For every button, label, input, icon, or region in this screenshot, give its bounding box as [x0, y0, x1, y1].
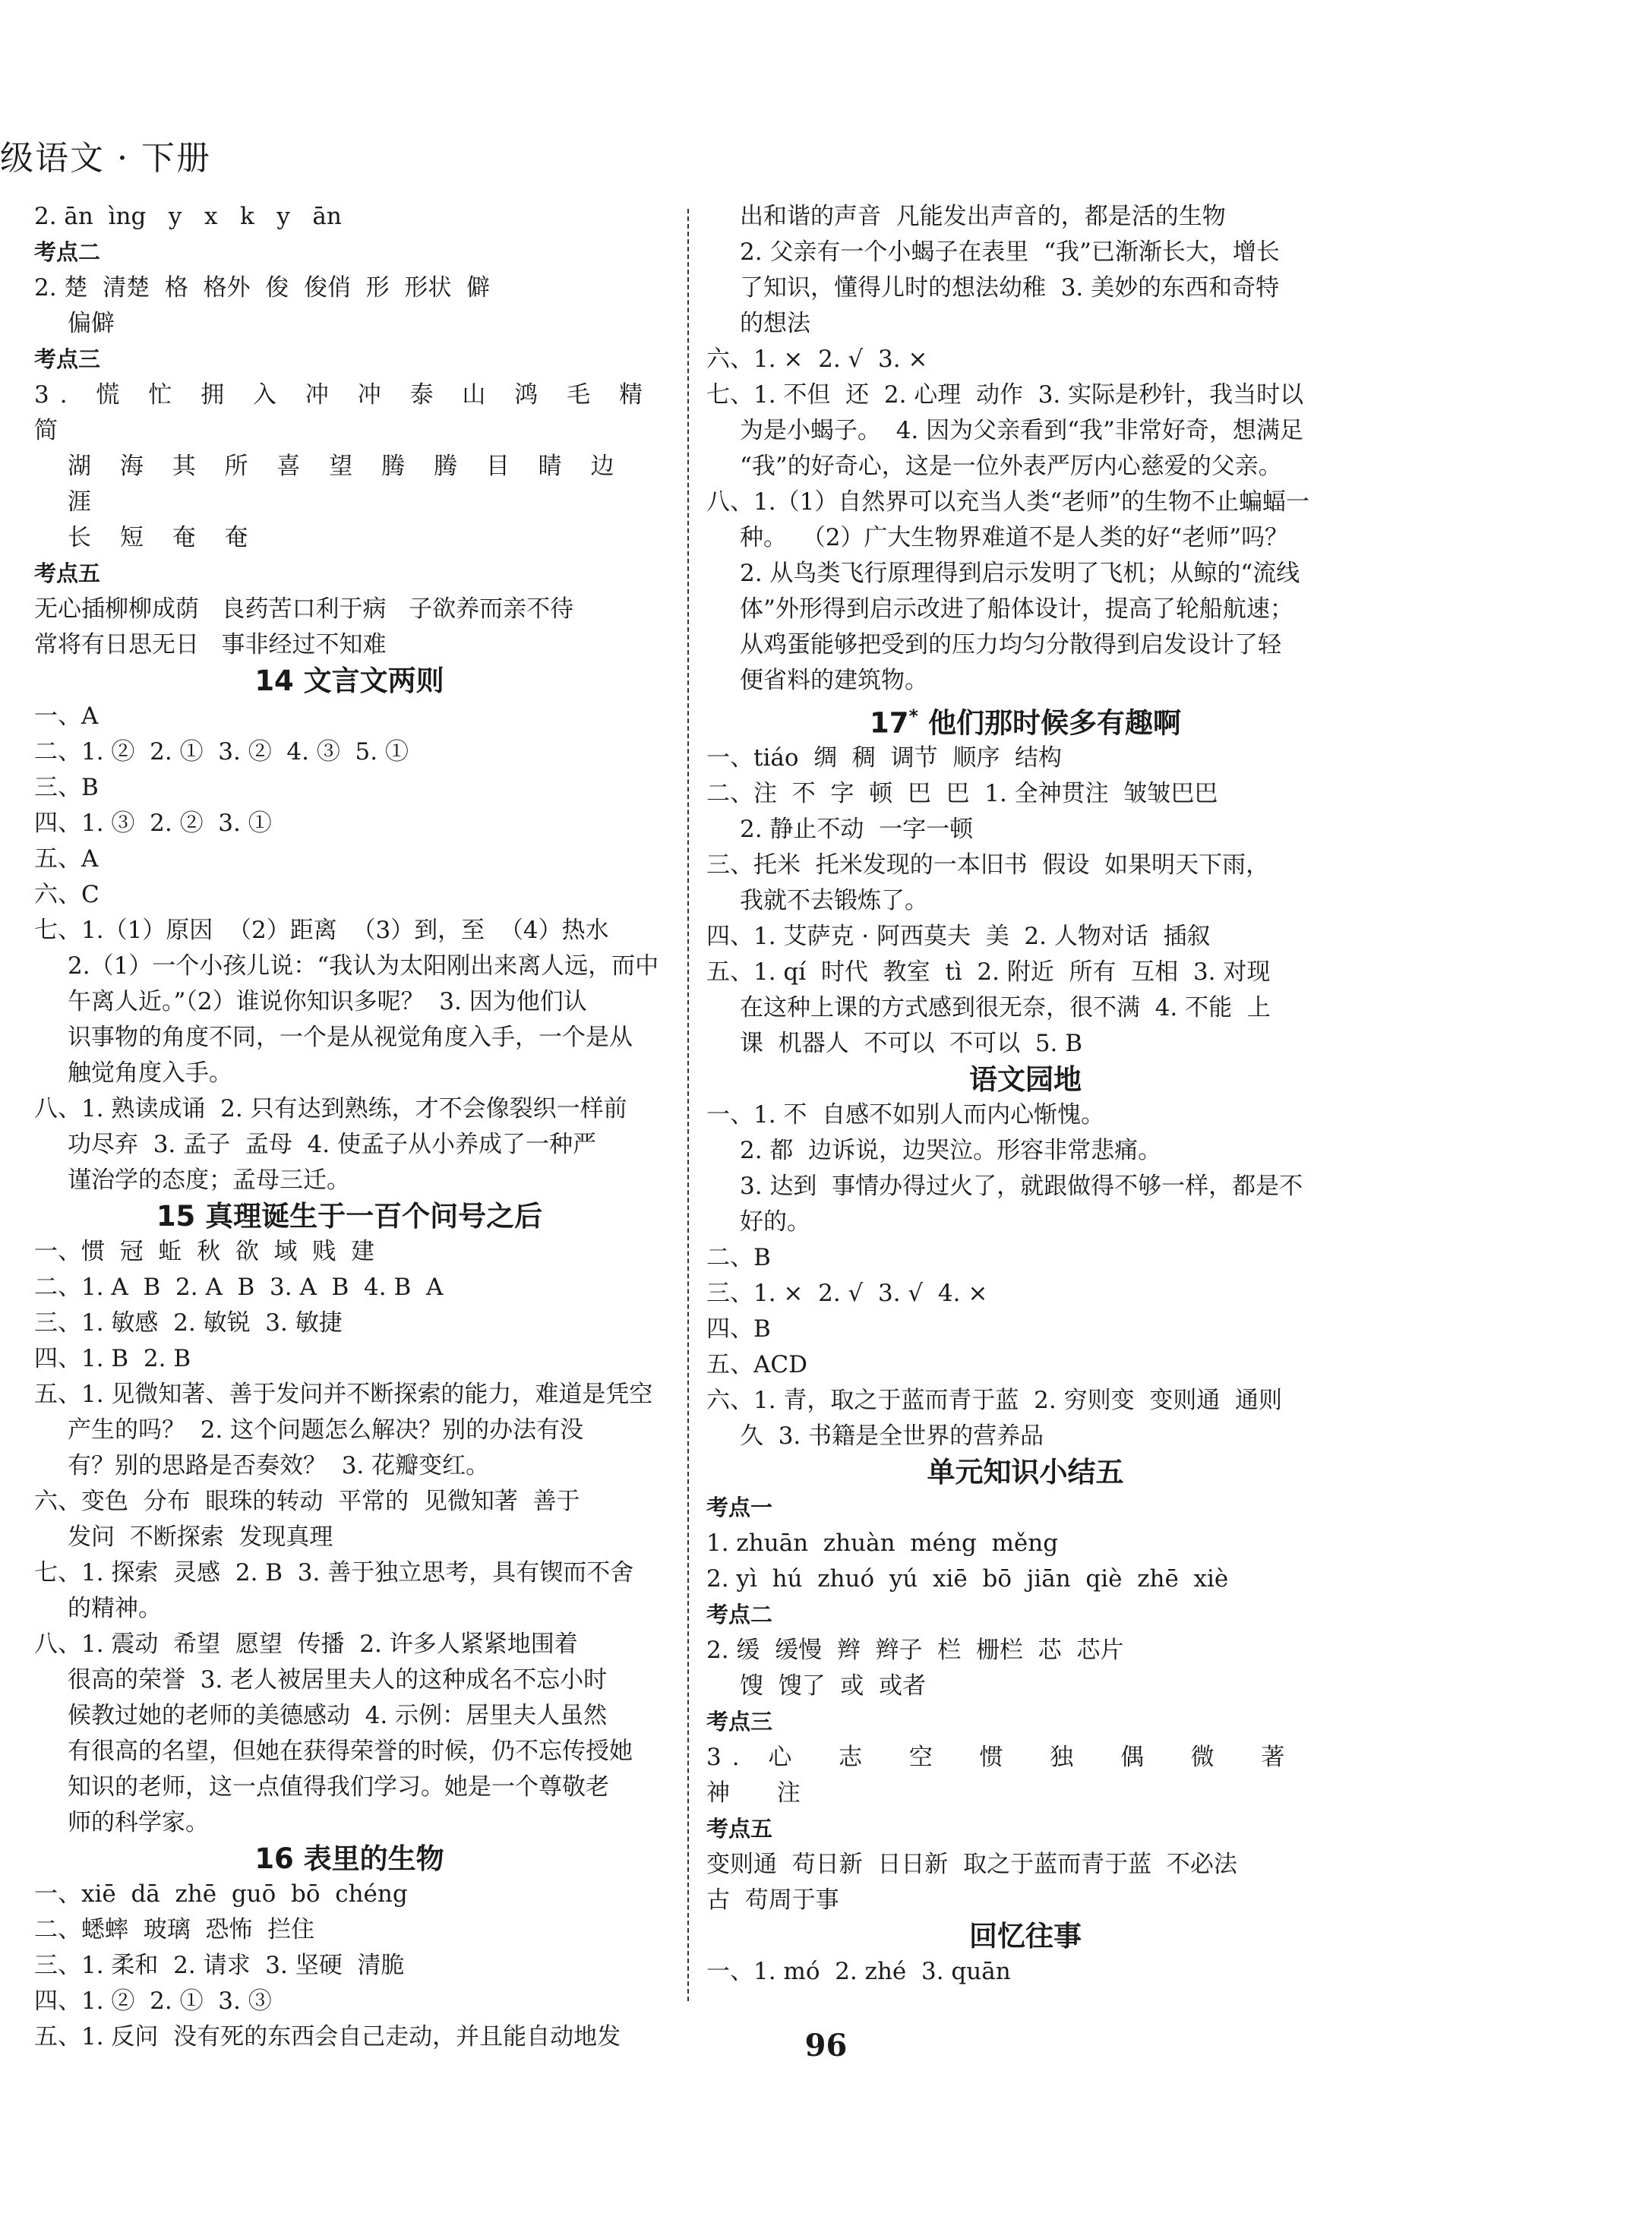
answer-line: 七、1.（1）原因 （2）距离 （3）到，至 （4）热水 — [34, 917, 609, 944]
knowledge-point-heading: 考点一 — [706, 1495, 773, 1521]
answer-line: 3. 达到 事情办得过火了，就跟做得不够一样，都是不 — [740, 1173, 1303, 1201]
answer-line: 四、B — [706, 1315, 771, 1343]
answer-line: 1. zhuān zhuàn méng měng — [706, 1530, 1059, 1558]
answer-line: 四、1. ② 2. ① 3. ③ — [34, 1987, 272, 2015]
answer-line: 五、ACD — [706, 1351, 807, 1379]
answer-line: “我”的好奇心，这是一位外表严厉内心慈爱的父亲。 — [740, 453, 1282, 480]
answer-line: 午离人近。”（2）谁说你知识多呢？ 3. 因为他们认 — [68, 988, 587, 1015]
answer-line: 一、tiáo 绸 稠 调节 顺序 结构 — [706, 744, 1063, 772]
answer-line: 很高的荣誉 3. 老人被居里夫人的这种成名不忘小时 — [68, 1666, 608, 1694]
answer-line: 一、惯 冠 蚯 秋 欲 域 贱 建 — [34, 1238, 374, 1265]
answer-line: 古 苟周于事 — [706, 1886, 839, 1915]
section-title: 14 文言文两则 — [254, 665, 444, 697]
page-number: 96 — [804, 2028, 848, 2063]
answer-line: 三、1. 敏感 2. 敏锐 3. 敏捷 — [34, 1309, 343, 1337]
answer-line: 八、1. 熟读成诵 2. 只有达到熟练，才不会像裂织一样前 — [34, 1095, 627, 1122]
answer-line: 长 短 奄 奄 — [68, 524, 259, 551]
answer-line: 课 机器人 不可以 不可以 5. B — [740, 1030, 1083, 1058]
section-title: 15 真理诞生于一百个问号之后 — [156, 1200, 543, 1233]
answer-line: 一、1. 不 自感不如别人而内心惭愧。 — [706, 1101, 1105, 1129]
section-title — [706, 699, 1344, 740]
answer-line: 五、1. 反问 没有死的东西会自己走动，并且能自动地发 — [34, 2023, 621, 2050]
answer-line: 五、1. qí 时代 教室 tì 2. 附近 所有 互相 3. 对现 — [706, 958, 1271, 987]
answer-line: 功尽弃 3. 孟子 孟母 4. 使孟子从小养成了一种严 — [68, 1131, 596, 1158]
answer-line: 2. 从鸟类飞行原理得到启示发明了飞机；从鲸的“流线 — [740, 560, 1300, 587]
answer-line: 二、1. A B 2. A B 3. A B 4. B A — [34, 1274, 444, 1301]
section-number: 17 — [870, 706, 909, 740]
answer-line: 有很高的名望，但她在获得荣誉的时候，仍不忘传授她 — [68, 1738, 633, 1765]
answer-line: 发问 不断探索 发现真理 — [68, 1523, 333, 1551]
answer-line: 师的科学家。 — [68, 1809, 209, 1836]
answer-line: 七、1. 探索 灵感 2. B 3. 善于独立思考，具有锲而不舍 — [34, 1559, 634, 1586]
answer-line: 2. 都 边诉说，边哭泣。形容非常悲痛。 — [740, 1137, 1162, 1165]
section-name: 他们那时候多有趣啊 — [918, 706, 1181, 740]
answer-line: 四、1. B 2. B — [34, 1345, 191, 1372]
answer-line: 候教过她的老师的美德感动 4. 示例：居里夫人虽然 — [68, 1702, 608, 1729]
right-column — [706, 199, 1344, 1990]
answer-line: 有？别的思路是否奏效？ 3. 花瓣变红。 — [68, 1452, 490, 1479]
answer-line: 二、B — [706, 1244, 771, 1272]
knowledge-point-heading: 考点三 — [706, 1709, 773, 1735]
answer-line: 六、变色 分布 眼珠的转动 平常的 见微知著 善于 — [34, 1488, 580, 1515]
answer-line: 三、1. × 2. √ 3. √ 4. × — [706, 1280, 988, 1308]
answer-line: 2. 父亲有一个小蝎子在表里 “我”已渐渐长大，增长 — [740, 238, 1280, 266]
answer-line: 二、1. ② 2. ① 3. ② 4. ③ 5. ① — [34, 738, 409, 766]
answer-line: 久 3. 书籍是全世界的营养品 — [740, 1422, 1044, 1451]
answer-line: 种。 （2）广大生物界难道不是人类的好“老师”吗？ — [740, 524, 1289, 551]
knowledge-point-heading: 考点二 — [706, 1602, 773, 1628]
answer-line: 三、托米 托米发现的一本旧书 假设 如果明天下雨， — [706, 851, 1270, 879]
column-divider — [687, 209, 689, 2001]
answer-line: 六、1. 青，取之于蓝而青于蓝 2. 穷则变 变则通 通则 — [706, 1387, 1282, 1415]
answer-line: 谨治学的态度；孟母三迁。 — [68, 1167, 350, 1194]
answer-line: 六、1. × 2. √ 3. × — [706, 346, 928, 373]
answer-line: 五、A — [34, 845, 99, 873]
answer-line: 无心插柳柳成荫 良药苦口利于病 子欲养而亲不待 — [34, 595, 574, 623]
answer-line: 2.（1）一个小孩儿说：“我认为太阳刚出来离人远，而中 — [68, 952, 659, 980]
section-star-mark: * — [908, 706, 919, 727]
knowledge-point-heading: 考点二 — [34, 239, 101, 265]
answer-line: 的想法 — [740, 310, 810, 337]
section-title: 16 表里的生物 — [254, 1842, 444, 1875]
answer-line: 从鸡蛋能够把受到的压力均匀分散得到启发设计了轻 — [740, 631, 1281, 658]
answer-line: 常将有日思无日 事非经过不知难 — [34, 631, 387, 658]
answer-line: 四、1. ③ 2. ② 3. ① — [34, 810, 272, 837]
answer-line: 二、注 不 字 顿 巴 巴 1. 全神贯注 皱皱巴巴 — [706, 780, 1218, 808]
answer-line: 2. ān ìng y x k y ān — [34, 203, 342, 230]
page-header-title: 级语文 · 下册 — [0, 139, 211, 178]
knowledge-point-heading: 考点三 — [34, 346, 101, 372]
answer-line: 馊 馊了 或 或者 — [740, 1672, 927, 1700]
section-title: 语文园地 — [969, 1063, 1082, 1097]
answer-line: 体”外形得到启示改进了船体设计，提高了轮船航速； — [740, 595, 1293, 623]
answer-line: 我就不去锻炼了。 — [740, 887, 928, 915]
answer-line: 触觉角度入手。 — [68, 1059, 232, 1087]
answer-line: 2. 静止不动 一字一顿 — [740, 816, 974, 844]
answer-line: 四、1. 艾萨克 · 阿西莫夫 美 2. 人物对话 插叙 — [706, 923, 1211, 951]
answer-line: 六、C — [34, 881, 99, 908]
left-column — [34, 199, 671, 2055]
answer-line: 出和谐的声音 凡能发出声音的，都是活的生物 — [740, 203, 1226, 230]
answer-line: 偏僻 — [68, 310, 115, 337]
answer-line: 二、蟋蟀 玻璃 恐怖 拦住 — [34, 1916, 315, 1943]
section-title: 单元知识小结五 — [927, 1456, 1124, 1489]
answer-line: 3. 心 志 空 惯 独 偶 微 著 神 注 — [706, 1744, 1332, 1807]
answer-line: 七、1. 不但 还 2. 心理 动作 3. 实际是秒针，我当时以 — [706, 381, 1304, 409]
answer-line: 八、1.（1）自然界可以充当人类“老师”的生物不止蝙蝠一 — [706, 488, 1309, 516]
answer-line: 2. yì hú zhuó yú xiē bō jiān qiè zhē xiè — [706, 1565, 1229, 1593]
answer-line: 一、xiē dā zhē guō bō chéng — [34, 1880, 408, 1908]
answer-line: 知识的老师，这一点值得我们学习。她是一个尊敬老 — [68, 1773, 609, 1801]
knowledge-point-heading: 考点五 — [34, 560, 101, 586]
answer-line: 2. 楚 清楚 格 格外 俊 俊俏 形 形状 僻 — [34, 274, 491, 301]
answer-line: 的精神。 — [68, 1595, 162, 1622]
answer-line: 三、1. 柔和 2. 请求 3. 坚硬 清脆 — [34, 1952, 405, 1979]
answer-line: 为是小蝎子。 4. 因为父亲看到“我”非常好奇，想满足 — [740, 417, 1303, 444]
answer-line: 变则通 苟日新 日日新 取之于蓝而青于蓝 不必法 — [706, 1851, 1237, 1879]
answer-line: 好的。 — [740, 1208, 810, 1236]
answer-line: 3. 慌 忙 拥 入 冲 冲 泰 山 鸿 毛 精 简 — [34, 381, 671, 444]
answer-line: 湖 海 其 所 喜 望 腾 腾 目 睛 边 涯 — [68, 453, 643, 516]
answer-line: 产生的吗？ 2. 这个问题怎么解决？别的办法有没 — [68, 1416, 584, 1444]
answer-line: 在这种上课的方式感到很无奈，很不满 4. 不能 上 — [740, 994, 1271, 1022]
answer-line: 便省料的建筑物。 — [740, 667, 928, 694]
answer-line: 了知识，懂得儿时的想法幼稚 3. 美妙的东西和奇特 — [740, 274, 1280, 301]
section-title: 回忆往事 — [969, 1920, 1082, 1953]
answer-line: 五、1. 见微知著、善于发问并不断探索的能力，难道是凭空 — [34, 1381, 653, 1408]
answer-line: 识事物的角度不同，一个是从视觉角度入手，一个是从 — [68, 1024, 633, 1051]
answer-line: 一、1. mó 2. zhé 3. quān — [706, 1958, 1011, 1986]
answer-line: 一、A — [34, 702, 99, 730]
answer-line: 三、B — [34, 774, 99, 801]
answer-line: 2. 缓 缓慢 辫 辫子 栏 栅栏 芯 芯片 — [706, 1637, 1124, 1665]
knowledge-point-heading: 考点五 — [706, 1816, 773, 1842]
answer-line: 八、1. 震动 希望 愿望 传播 2. 许多人紧紧地围着 — [34, 1631, 578, 1658]
